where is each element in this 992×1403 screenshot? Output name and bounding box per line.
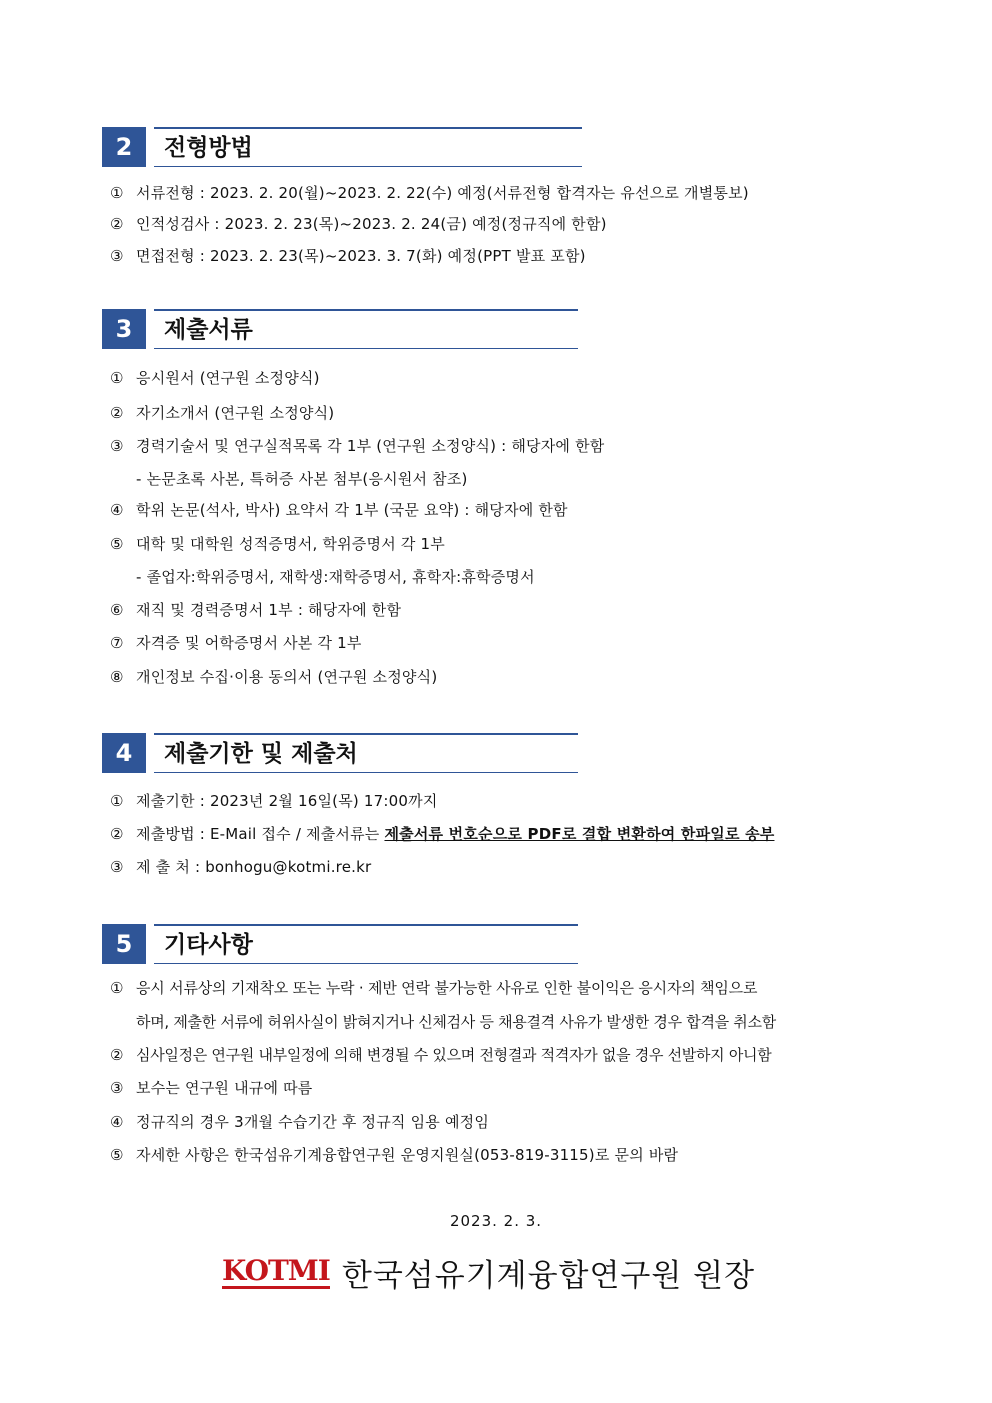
emphasis-text: 제출서류 번호순으로 PDF로 결합 변환하여 한파일로 송부 [384,825,775,843]
section-header [102,924,578,964]
list-item: ③ 보수는 연구원 내규에 따름 [110,1079,313,1097]
kotmi-logo: KOTMI [222,1253,330,1287]
list-item: ② 제출방법 : E-Mail 접수 / 제출서류는 제출서류 번호순으로 PDF로 결합 변환하여 한파일로 송부 [110,825,775,843]
list-item: ② 자기소개서 (연구원 소정양식) [110,404,335,422]
section-header [102,309,578,349]
list-item: ③ 경력기술서 및 연구실적목록 각 1부 (연구원 소정양식) : 해당자에 한함 [110,437,605,455]
list-item: ⑧ 개인정보 수집·이용 동의서 (연구원 소정양식) [110,668,438,686]
section-number: 4 [102,733,146,773]
list-item: ⑤ 자세한 사항은 한국섬유기계융합연구원 운영지원실(053-819-3115)로 문의 바람 [110,1146,679,1164]
list-item: ② 심사일정은 연구원 내부일정에 의해 변경될 수 있으며 전형결과 적격자가 없을 경우 선발하지 아니함 [110,1046,772,1064]
signature [222,1250,755,1294]
section-title: 제출서류 [164,317,253,343]
list-item: ③ 면접전형 : 2023. 2. 23(목)~2023. 3. 7(화) 예정(PPT 발표 포함) [110,247,586,265]
list-item: ③ 제 출 처 : bonhogu@kotmi.re.kr [110,858,372,876]
list-item: ② 인적성검사 : 2023. 2. 23(목)~2023. 2. 24(금) 예정(정규직에 한함) [110,215,607,233]
section-title: 기타사항 [164,932,253,958]
list-item: ① 제출기한 : 2023년 2월 16일(목) 17:00까지 [110,792,438,810]
list-item: ① 서류전형 : 2023. 2. 20(월)~2023. 2. 22(수) 예정(서류전형 합격자는 유선으로 개별통보) [110,184,749,202]
organization-name: 한국섬유기계융합연구원 원장 [341,1257,756,1294]
list-item: 하며, 제출한 서류에 허위사실이 밝혀지거나 신체검사 등 채용결격 사유가 발생한 경우 합격을 취소함 [136,1013,776,1031]
list-item: - 논문초록 사본, 특허증 사본 첨부(응시원서 참조) [136,470,468,488]
section-title: 제출기한 및 제출처 [164,741,358,767]
list-item: - 졸업자:학위증명서, 재학생:재학증명서, 휴학자:휴학증명서 [136,568,535,586]
list-item: ① 응시 서류상의 기재착오 또는 누락 · 제반 연락 불가능한 사유로 인한 불이익은 응시자의 책임으로 [110,979,758,997]
section-header [102,127,582,167]
section-header [102,733,578,773]
list-item: ⑤ 대학 및 대학원 성적증명서, 학위증명서 각 1부 [110,535,445,553]
list-item: ④ 정규직의 경우 3개월 수습기간 후 정규직 임용 예정임 [110,1113,490,1131]
list-item: ⑥ 재직 및 경력증명서 1부 : 해당자에 한함 [110,601,402,619]
section-number: 3 [102,309,146,349]
section-number: 2 [102,127,146,167]
list-item: ④ 학위 논문(석사, 박사) 요약서 각 1부 (국문 요약) : 해당자에 한함 [110,501,568,519]
section-title: 전형방법 [164,135,253,161]
document-date: 2023. 2. 3. [449,1212,543,1230]
list-item: ⑦ 자격증 및 어학증명서 사본 각 1부 [110,634,362,652]
section-number: 5 [102,924,146,964]
list-item: ① 응시원서 (연구원 소정양식) [110,369,320,387]
